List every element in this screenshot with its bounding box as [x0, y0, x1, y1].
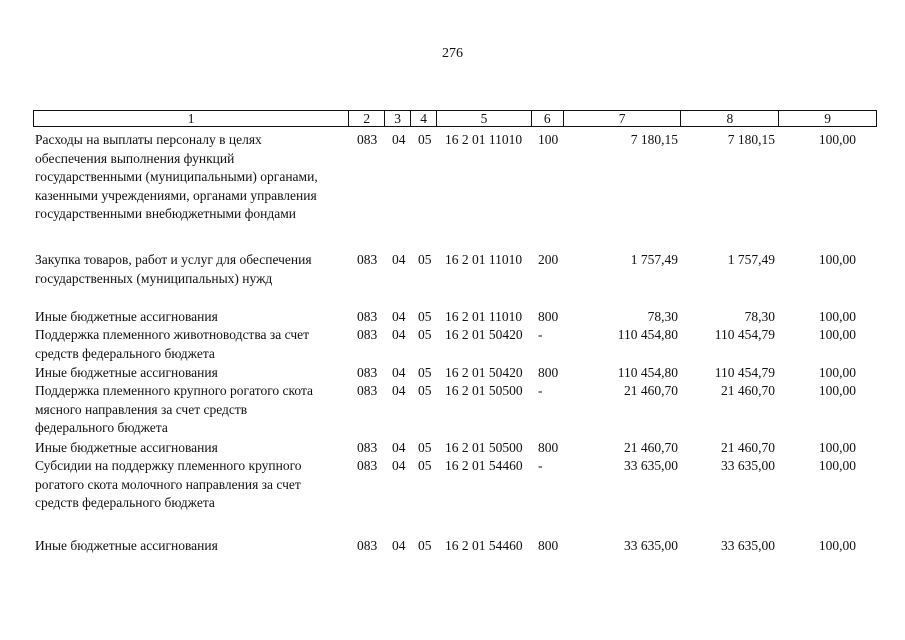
- cell-c6: 800: [538, 365, 559, 380]
- row-name-line: рогатого скота молочного направления за счет: [35, 476, 301, 492]
- row-name-line: государственными внебюджетными фондами: [35, 206, 297, 221]
- cell-c2: 083: [357, 458, 378, 473]
- table-header: [33, 110, 877, 127]
- row-name-line: средств федерального бюджета: [35, 495, 215, 510]
- row-name-line: Расходы на выплаты персоналу в целях: [35, 132, 262, 147]
- cell-c6: 800: [538, 440, 559, 455]
- header-col-2: 2: [349, 111, 385, 126]
- cell-c7: 21 460,70: [624, 440, 678, 455]
- cell-c9: 100,00: [818, 440, 856, 455]
- cell-c4: 05: [418, 440, 432, 455]
- row-name-line: обеспечения выполнения функций: [35, 150, 235, 166]
- cell-c7: 1 757,49: [630, 252, 678, 267]
- cell-c2: 083: [357, 538, 378, 553]
- row-name: [35, 457, 350, 513]
- cell-c6: -: [538, 383, 543, 398]
- cell-c3: 04: [392, 309, 406, 324]
- row-name: [35, 364, 350, 383]
- header-col-9: 9: [824, 111, 831, 126]
- cell-c6: 200: [538, 252, 559, 267]
- cell-c3: 04: [392, 365, 406, 380]
- cell-c5: 16 2 01 11010: [445, 309, 523, 324]
- cell-c7: 33 635,00: [624, 538, 678, 553]
- cell-c3: 04: [392, 252, 406, 267]
- row-name: [35, 382, 350, 438]
- cell-c9: 100,00: [818, 252, 856, 267]
- cell-c8: 1 757,49: [727, 252, 775, 267]
- cell-c4: 05: [418, 132, 432, 147]
- row-name-line: государственных (муниципальных) нужд: [35, 270, 273, 286]
- cell-c3: 04: [392, 538, 406, 553]
- cell-c9: 100,00: [818, 538, 856, 553]
- cell-c8: 110 454,79: [714, 327, 775, 342]
- cell-c8: 21 460,70: [721, 440, 775, 455]
- header-col-4: 4: [411, 111, 437, 126]
- cell-c9: 100,00: [818, 309, 856, 324]
- cell-c5: 16 2 01 11010: [445, 252, 523, 267]
- cell-c5: 16 2 01 50500: [445, 440, 523, 455]
- row-name-line: Иные бюджетные ассигнования: [35, 440, 218, 455]
- row-name: [35, 537, 350, 556]
- cell-c2: 083: [357, 327, 378, 342]
- cell-c4: 05: [418, 383, 432, 398]
- cell-c3: 04: [392, 132, 406, 147]
- cell-c8: 33 635,00: [721, 538, 775, 553]
- cell-c7: 33 635,00: [624, 458, 678, 473]
- header-col-1: 1: [34, 111, 349, 126]
- cell-c8: 110 454,79: [714, 365, 775, 380]
- cell-c6: 800: [538, 309, 559, 324]
- cell-c6: 800: [538, 538, 559, 553]
- row-name-line: Иные бюджетные ассигнования: [35, 538, 218, 553]
- row-name-line: Поддержка племенного крупного рогатого скота: [35, 383, 314, 398]
- cell-c7: 21 460,70: [624, 383, 678, 398]
- cell-c6: 100: [538, 132, 559, 147]
- row-name-line: мясного направления за счет средств: [35, 401, 248, 417]
- row-name: [35, 251, 350, 288]
- cell-c2: 083: [357, 440, 378, 455]
- cell-c4: 05: [418, 252, 432, 267]
- row-name-line: Иные бюджетные ассигнования: [35, 309, 218, 324]
- cell-c4: 05: [418, 309, 432, 324]
- cell-c7: 7 180,15: [630, 132, 678, 147]
- cell-c9: 100,00: [818, 365, 856, 380]
- cell-c9: 100,00: [818, 132, 856, 147]
- cell-c5: 16 2 01 50420: [445, 327, 523, 342]
- row-name-line: Иные бюджетные ассигнования: [35, 365, 218, 380]
- cell-c3: 04: [392, 440, 406, 455]
- header-col-3: 3: [385, 111, 411, 126]
- cell-c2: 083: [357, 132, 378, 147]
- cell-c3: 04: [392, 383, 406, 398]
- cell-c2: 083: [357, 252, 378, 267]
- cell-c4: 05: [418, 458, 432, 473]
- cell-c7: 78,30: [647, 309, 678, 324]
- row-name-line: государственными (муниципальными) органами,: [35, 169, 318, 184]
- row-name: [35, 131, 350, 224]
- row-name: [35, 326, 350, 363]
- cell-c5: 16 2 01 50420: [445, 365, 523, 380]
- row-name-line: средств федерального бюджета: [35, 345, 215, 361]
- row-name-line: Субсидии на поддержку племенного крупного: [35, 458, 302, 473]
- cell-c7: 110 454,80: [617, 327, 678, 342]
- cell-c6: -: [538, 458, 543, 473]
- header-col-8: 8: [681, 111, 779, 126]
- cell-c8: 33 635,00: [721, 458, 775, 473]
- row-name: [35, 439, 350, 458]
- header-col-7: 7: [564, 111, 682, 126]
- cell-c2: 083: [357, 383, 378, 398]
- cell-c2: 083: [357, 309, 378, 324]
- cell-c4: 05: [418, 538, 432, 553]
- cell-c2: 083: [357, 365, 378, 380]
- row-name: [35, 308, 350, 327]
- cell-c5: 16 2 01 11010: [445, 132, 523, 147]
- cell-c3: 04: [392, 327, 406, 342]
- cell-c8: 21 460,70: [721, 383, 775, 398]
- cell-c5: 16 2 01 50500: [445, 383, 523, 398]
- cell-c9: 100,00: [818, 327, 856, 342]
- cell-c3: 04: [392, 458, 406, 473]
- cell-c4: 05: [418, 365, 432, 380]
- cell-c8: 7 180,15: [727, 132, 775, 147]
- cell-c5: 16 2 01 54460: [445, 538, 523, 553]
- cell-c7: 110 454,80: [617, 365, 678, 380]
- cell-c5: 16 2 01 54460: [445, 458, 523, 473]
- header-col-6: 6: [532, 111, 564, 126]
- cell-c8: 78,30: [744, 309, 775, 324]
- cell-c9: 100,00: [818, 383, 856, 398]
- cell-c6: -: [538, 327, 543, 342]
- page-number: 276: [442, 46, 463, 61]
- row-name-line: Закупка товаров, работ и услуг для обеспечения: [35, 252, 312, 267]
- row-name-line: федерального бюджета: [35, 420, 168, 435]
- cell-c9: 100,00: [818, 458, 856, 473]
- cell-c4: 05: [418, 327, 432, 342]
- header-col-5: 5: [437, 111, 532, 126]
- row-name-line: Поддержка племенного животноводства за счет: [35, 327, 310, 342]
- row-name-line: казенными учреждениями, органами управления: [35, 187, 317, 203]
